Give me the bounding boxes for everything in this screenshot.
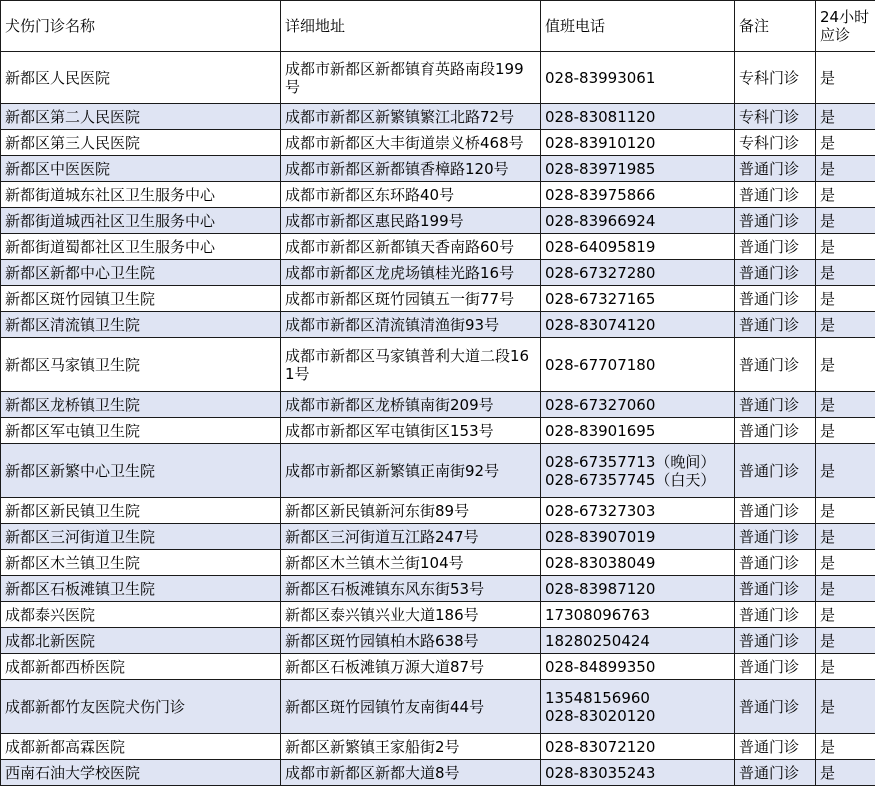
phone-number: 028-83035243 (545, 763, 656, 782)
header-phone: 值班电话 (541, 1, 735, 52)
24h-cell: 是 (816, 524, 875, 550)
phone-cell (541, 734, 735, 760)
phone-cell (541, 208, 735, 234)
clinic-name-cell: 新都区清流镇卫生院 (1, 312, 281, 338)
phone-number: 028-83910120 (545, 133, 656, 152)
clinic-name-cell: 成都新都西桥医院 (1, 654, 281, 680)
phone-cell (541, 498, 735, 524)
clinic-name-cell: 新都区中医医院 (1, 156, 281, 182)
table-row (1, 444, 875, 498)
clinic-name-cell: 成都新都竹友医院犬伤门诊 (1, 680, 281, 734)
24h-cell: 是 (816, 498, 875, 524)
24h-cell: 是 (816, 234, 875, 260)
address-cell: 成都市新都区大丰街道崇义桥468号 (281, 130, 541, 156)
phone-number: 028-84899350 (545, 657, 656, 676)
phone-number: 028-83901695 (545, 421, 656, 440)
table-row (1, 286, 875, 312)
phone-cell (541, 392, 735, 418)
phone-number: 028-83971985 (545, 159, 656, 178)
24h-cell: 是 (816, 338, 875, 392)
note-cell: 普通门诊 (735, 208, 816, 234)
table-row (1, 760, 875, 786)
clinic-name-cell: 成都新都高霖医院 (1, 734, 281, 760)
24h-cell: 是 (816, 130, 875, 156)
note-cell: 普通门诊 (735, 760, 816, 786)
table-row (1, 208, 875, 234)
table-row (1, 52, 875, 104)
clinic-name-cell: 新都街道蜀都社区卫生服务中心 (1, 234, 281, 260)
phone-cell (541, 52, 735, 104)
phone-number: 028-67357713（晚间） (545, 452, 716, 471)
24h-cell: 是 (816, 654, 875, 680)
phone-cell (541, 418, 735, 444)
address-cell: 新都区石板滩镇万源大道87号 (281, 654, 541, 680)
note-cell: 普通门诊 (735, 628, 816, 654)
phone-cell (541, 628, 735, 654)
table-row (1, 260, 875, 286)
table-row (1, 392, 875, 418)
clinic-name-cell: 新都区龙桥镇卫生院 (1, 392, 281, 418)
address-cell: 新都区新繁镇王家船街2号 (281, 734, 541, 760)
phone-cell (541, 312, 735, 338)
phone-cell (541, 444, 735, 498)
phone-cell (541, 130, 735, 156)
address-cell: 成都市新都区军屯镇街区153号 (281, 418, 541, 444)
table-row (1, 182, 875, 208)
note-cell: 普通门诊 (735, 524, 816, 550)
note-cell: 普通门诊 (735, 182, 816, 208)
note-cell: 普通门诊 (735, 550, 816, 576)
24h-cell: 是 (816, 602, 875, 628)
table-row (1, 234, 875, 260)
table-row (1, 734, 875, 760)
table-row (1, 312, 875, 338)
address-cell: 新都区木兰镇木兰街104号 (281, 550, 541, 576)
note-cell: 普通门诊 (735, 654, 816, 680)
table-row (1, 550, 875, 576)
note-cell: 专科门诊 (735, 52, 816, 104)
clinic-name-cell: 新都区新都中心卫生院 (1, 260, 281, 286)
address-cell: 成都市新都区龙桥镇南街209号 (281, 392, 541, 418)
address-cell: 成都市新都区新都镇香樟路120号 (281, 156, 541, 182)
clinic-name-cell: 新都区第二人民医院 (1, 104, 281, 130)
address-cell: 成都市新都区新繁镇正南街92号 (281, 444, 541, 498)
phone-number: 028-83020120 (545, 706, 656, 725)
note-cell: 普通门诊 (735, 576, 816, 602)
table-row (1, 680, 875, 734)
note-cell: 普通门诊 (735, 286, 816, 312)
note-cell: 普通门诊 (735, 234, 816, 260)
clinic-name-cell: 新都区石板滩镇卫生院 (1, 576, 281, 602)
phone-number: 028-83975866 (545, 185, 656, 204)
phone-cell (541, 602, 735, 628)
phone-number: 028-67327060 (545, 395, 656, 414)
table-row (1, 576, 875, 602)
note-cell: 普通门诊 (735, 602, 816, 628)
24h-cell: 是 (816, 286, 875, 312)
address-cell: 成都市新都区马家镇普利大道二段161号 (281, 338, 541, 392)
table-row (1, 104, 875, 130)
table-row (1, 338, 875, 392)
24h-cell: 是 (816, 392, 875, 418)
address-cell: 成都市新都区东环路40号 (281, 182, 541, 208)
phone-cell (541, 654, 735, 680)
address-cell: 成都市新都区新都镇育英路南段199号 (281, 52, 541, 104)
24h-cell: 是 (816, 760, 875, 786)
phone-cell (541, 524, 735, 550)
24h-cell: 是 (816, 576, 875, 602)
table-row (1, 602, 875, 628)
24h-cell: 是 (816, 680, 875, 734)
address-cell: 成都市新都区龙虎场镇桂光路16号 (281, 260, 541, 286)
clinic-name-cell: 西南石油大学校医院 (1, 760, 281, 786)
note-cell: 普通门诊 (735, 680, 816, 734)
table-row (1, 628, 875, 654)
24h-cell: 是 (816, 312, 875, 338)
note-cell: 普通门诊 (735, 156, 816, 182)
header-24h: 24小时应诊 (816, 1, 875, 52)
table-row (1, 498, 875, 524)
24h-cell: 是 (816, 156, 875, 182)
table-row (1, 418, 875, 444)
phone-number: 17308096763 (545, 605, 650, 624)
address-cell: 新都区三河街道互江路247号 (281, 524, 541, 550)
clinic-name-cell: 新都区新繁中心卫生院 (1, 444, 281, 498)
phone-number: 028-67327303 (545, 501, 656, 520)
phone-number: 028-67327165 (545, 289, 656, 308)
address-cell: 成都市新都区斑竹园镇五一街77号 (281, 286, 541, 312)
address-cell: 新都区新民镇新河东街89号 (281, 498, 541, 524)
24h-cell: 是 (816, 734, 875, 760)
clinic-name-cell: 新都区马家镇卫生院 (1, 338, 281, 392)
clinic-name-cell: 新都区三河街道卫生院 (1, 524, 281, 550)
note-cell: 专科门诊 (735, 130, 816, 156)
24h-cell: 是 (816, 260, 875, 286)
phone-number: 028-67357745（白天） (545, 470, 716, 489)
address-cell: 新都区石板滩镇东风东街53号 (281, 576, 541, 602)
address-cell: 新都区斑竹园镇柏木路638号 (281, 628, 541, 654)
phone-cell (541, 680, 735, 734)
phone-cell (541, 260, 735, 286)
24h-cell: 是 (816, 418, 875, 444)
address-cell: 成都市新都区新都镇天香南路60号 (281, 234, 541, 260)
address-cell: 成都市新都区清流镇清渔街93号 (281, 312, 541, 338)
24h-cell: 是 (816, 444, 875, 498)
phone-number: 028-83907019 (545, 527, 656, 546)
phone-cell (541, 760, 735, 786)
phone-cell (541, 156, 735, 182)
table-row (1, 654, 875, 680)
note-cell: 普通门诊 (735, 444, 816, 498)
note-cell: 普通门诊 (735, 498, 816, 524)
table-row (1, 156, 875, 182)
phone-cell (541, 550, 735, 576)
note-cell: 普通门诊 (735, 338, 816, 392)
table-row (1, 524, 875, 550)
clinic-name-cell: 新都区斑竹园镇卫生院 (1, 286, 281, 312)
phone-number: 028-64095819 (545, 237, 656, 256)
24h-cell: 是 (816, 182, 875, 208)
phone-number: 18280250424 (545, 631, 650, 650)
note-cell: 普通门诊 (735, 418, 816, 444)
phone-cell (541, 234, 735, 260)
phone-number: 028-83081120 (545, 107, 656, 126)
note-cell: 普通门诊 (735, 392, 816, 418)
header-note: 备注 (735, 1, 816, 52)
24h-cell: 是 (816, 208, 875, 234)
phone-number: 028-67327280 (545, 263, 656, 282)
phone-cell (541, 182, 735, 208)
24h-cell: 是 (816, 628, 875, 654)
clinic-name-cell: 新都区军屯镇卫生院 (1, 418, 281, 444)
clinic-name-cell: 新都区新民镇卫生院 (1, 498, 281, 524)
clinic-name-cell: 成都北新医院 (1, 628, 281, 654)
table-row (1, 130, 875, 156)
note-cell: 普通门诊 (735, 734, 816, 760)
clinic-name-cell: 新都区第三人民医院 (1, 130, 281, 156)
note-cell: 普通门诊 (735, 312, 816, 338)
phone-number: 13548156960 (545, 688, 650, 707)
24h-cell: 是 (816, 104, 875, 130)
clinic-name-cell: 新都区人民医院 (1, 52, 281, 104)
header-row (1, 1, 875, 52)
note-cell: 专科门诊 (735, 104, 816, 130)
phone-number: 028-83966924 (545, 211, 656, 230)
24h-cell: 是 (816, 52, 875, 104)
24h-cell: 是 (816, 550, 875, 576)
phone-number: 028-67707180 (545, 355, 656, 374)
clinic-name-cell: 新都区木兰镇卫生院 (1, 550, 281, 576)
phone-number: 028-83987120 (545, 579, 656, 598)
clinic-name-cell: 新都街道城东社区卫生服务中心 (1, 182, 281, 208)
phone-cell (541, 576, 735, 602)
phone-cell (541, 286, 735, 312)
phone-number: 028-83993061 (545, 68, 656, 87)
header-name: 犬伤门诊名称 (1, 1, 281, 52)
clinic-name-cell: 成都泰兴医院 (1, 602, 281, 628)
phone-number: 028-83072120 (545, 737, 656, 756)
address-cell: 新都区斑竹园镇竹友南街44号 (281, 680, 541, 734)
note-cell: 普通门诊 (735, 260, 816, 286)
header-address: 详细地址 (281, 1, 541, 52)
phone-number: 028-83038049 (545, 553, 656, 572)
clinic-name-cell: 新都街道城西社区卫生服务中心 (1, 208, 281, 234)
address-cell: 成都市新都区新都大道8号 (281, 760, 541, 786)
address-cell: 成都市新都区新繁镇繁江北路72号 (281, 104, 541, 130)
phone-number: 028-83074120 (545, 315, 656, 334)
address-cell: 成都市新都区惠民路199号 (281, 208, 541, 234)
address-cell: 新都区泰兴镇兴业大道186号 (281, 602, 541, 628)
phone-cell (541, 338, 735, 392)
phone-cell (541, 104, 735, 130)
table-body (1, 52, 875, 786)
